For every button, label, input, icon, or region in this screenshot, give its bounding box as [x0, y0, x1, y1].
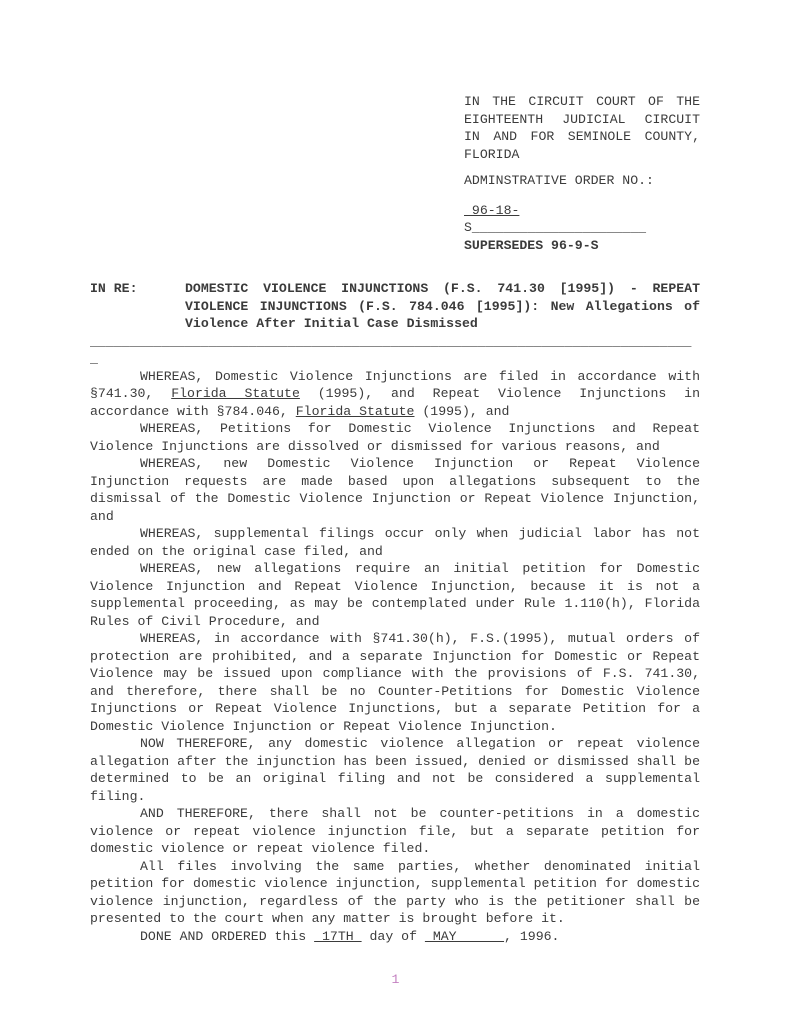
court-header	[464, 93, 700, 254]
admin-order-rule-line: ______________________	[471, 220, 647, 235]
paragraph-text: day of	[361, 928, 425, 944]
done-ordered-line	[90, 928, 700, 946]
court-name: IN THE CIRCUIT COURT OF THE EIGHTEENTH JUDICIAL CIRCUIT IN AND FOR SEMINOLE COUNTY, FLORIDA	[464, 94, 700, 162]
admin-order-label: ADMINSTRATIVE ORDER NO.:	[464, 173, 654, 188]
order-body	[90, 368, 700, 946]
paragraph-all-files: All files involving the same parties, whether denominated initial petition for domestic violence injunction, supplemental petition for domestic violence injunction, regardless of the party who is the petitioner shall be presented to the court when any matter is brought before it.	[90, 858, 700, 926]
paragraph-whereas-3: WHEREAS, new Domestic Violence Injunction or Repeat Violence Injunction requests are made based upon allegations subsequent to the dismissal of the Domestic Violence Injunction or Repeat Violence Injunction, and	[90, 456, 700, 524]
admin-order-number-suffix: S	[464, 220, 472, 235]
paragraph-text: WHEREAS, Domestic Violence Injunctions are filed in accordance with §741.30,	[90, 368, 700, 401]
day-blank: 17TH	[314, 928, 362, 944]
statute-reference: Florida Statute	[171, 386, 300, 401]
page-number: 1	[391, 972, 400, 987]
paragraph-text: , 1996.	[504, 928, 560, 944]
section-divider-wrap: _	[90, 351, 98, 366]
in-re-block	[90, 280, 700, 333]
statute-reference: Florida Statute	[295, 403, 415, 419]
admin-order-number-wrap	[464, 219, 700, 237]
section-divider-line: ____________________________________________________________________________	[90, 333, 692, 349]
in-re-subject: DOMESTIC VIOLENCE INJUNCTIONS (F.S. 741.30 [1995]) - REPEAT VIOLENCE INJUNCTIONS (F.S. 784.046 [1995]): New Allegations of Violence After Initial Case Dismissed	[185, 281, 700, 331]
paragraph-now-therefore: NOW THEREFORE, any domestic violence allegation or repeat violence allegation after the injunction has been issued, denied or dismissed shall be determined to be an original filing and not be considered a supplemental filing.	[90, 736, 700, 804]
in-re-label: IN RE:	[90, 281, 138, 296]
admin-order-number-text: 96-18-	[464, 202, 520, 218]
month-blank: MAY	[424, 928, 505, 944]
paragraph-and-therefore: AND THEREFORE, there shall not be counter-petitions in a domestic violence or repeat violence injunction file, but a separate petition for domestic violence or repeat violence filed.	[90, 806, 700, 856]
paragraph-whereas-4: WHEREAS, supplemental filings occur only when judicial labor has not ended on the original case filed, and	[90, 526, 700, 559]
paragraph-whereas-1	[90, 368, 700, 421]
paragraph-whereas-2: WHEREAS, Petitions for Domestic Violence Injunctions and Repeat Violence Injunctions are dissolved or dismissed for various reasons, and	[90, 421, 700, 454]
paragraph-whereas-5: WHEREAS, new allegations require an initial petition for Domestic Violence Injunction and Repeat Violence Injunction, because it is not a supplemental proceeding, as may be contemplated under Rule 1.110(h), Florida Rules of Civil Procedure, and	[90, 561, 700, 629]
paragraph-text: (1995), and	[414, 403, 510, 419]
paragraph-whereas-6: WHEREAS, in accordance with §741.30(h), F.S.(1995), mutual orders of protection are prohibited, and a separate Injunction for Domestic or Repeat Violence may be issued upon compliance with the provisions of F.S. 741.30, and therefore, there shall be no Counter-Petitions for Domestic Violence Injunctions or Repeat Violence Injunctions, but a separate Petition for a Domestic Violence Injunction or Repeat Violence Injunction.	[90, 631, 700, 734]
admin-order-number	[464, 202, 700, 220]
supersedes-text: SUPERSEDES 96-9-S	[464, 237, 599, 253]
paragraph-text: (1995), and Repeat Violence Injunctions in accordance with §784.046,	[90, 386, 700, 419]
paragraph-text: DONE AND ORDERED this	[140, 928, 315, 944]
